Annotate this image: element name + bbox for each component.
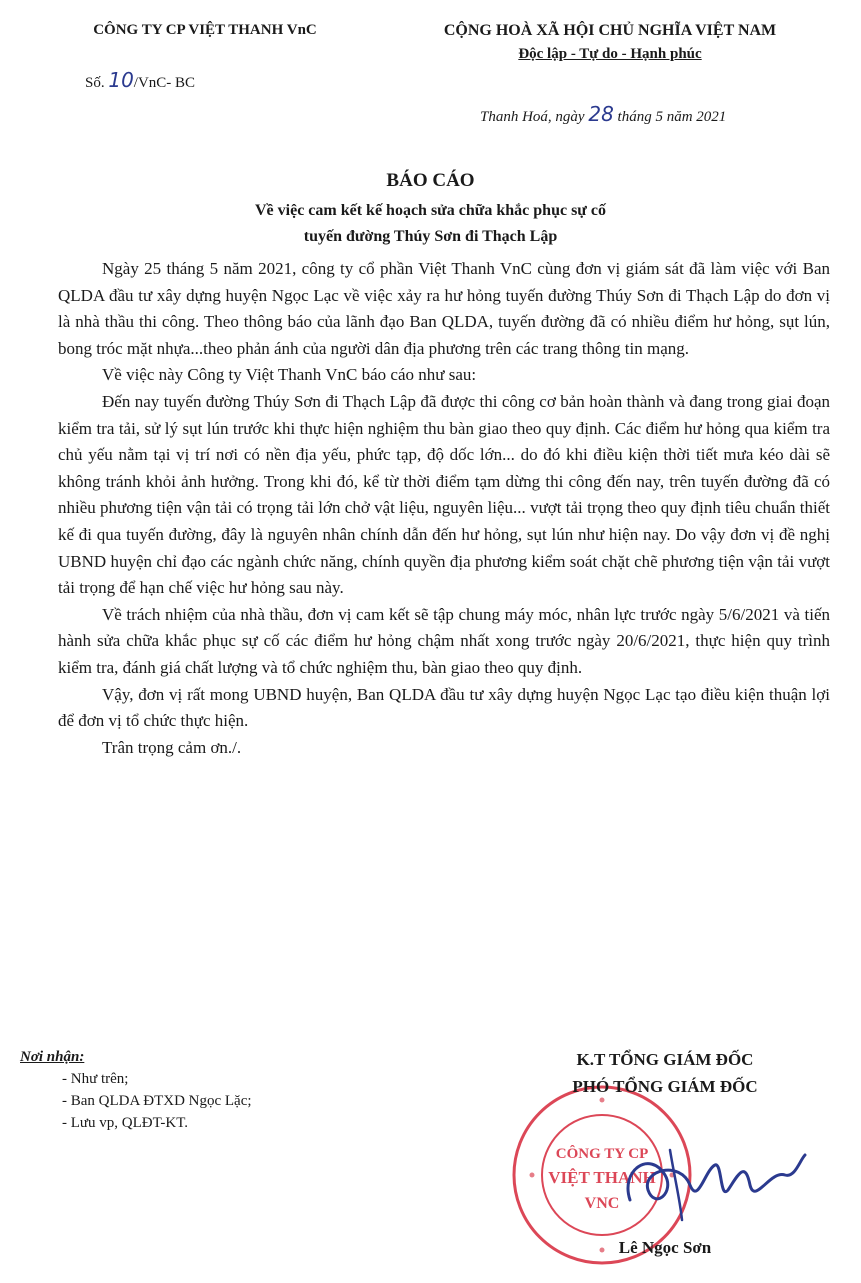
date-prefix: Thanh Hoá, ngày bbox=[480, 109, 585, 125]
document-number-suffix: /VnC- BC bbox=[133, 75, 196, 91]
paragraph-1: Ngày 25 tháng 5 năm 2021, công ty cổ phần Việt Thanh VnC cùng đơn vị giám sát đã làm việc với Ban QLDA đầu tư xây dựng huyện Ngọc Lạc về việc xảy ra hư hỏng tuyến đường Thúy Sơn đi Thạch Lập do đơn vị là nhà thầu thi công. Theo thông báo của lãnh đạo Ban QLDA, tuyến đường đã có nhiều điểm hư hỏng, sụt lún, bong tróc mặt nhựa...theo phản ánh của người dân địa phương trên các trang thông tin mạng. bbox=[58, 259, 830, 358]
report-body bbox=[58, 256, 830, 761]
subject-line-2: tuyến đường Thúy Sơn đi Thạch Lập bbox=[303, 228, 558, 245]
signer-name: Lê Ngọc Sơn bbox=[618, 1238, 712, 1257]
signature-title-line-2: PHÓ TỔNG GIÁM ĐỐC bbox=[572, 1077, 758, 1096]
handwritten-signature bbox=[610, 1130, 810, 1230]
recipient-item: - Ban QLDA ĐTXD Ngọc Lặc; bbox=[62, 1093, 252, 1109]
recipients-block bbox=[20, 1046, 420, 1134]
recipients-heading: Nơi nhận: bbox=[20, 1049, 85, 1065]
recipient-item: - Như trên; bbox=[62, 1071, 129, 1087]
date-day-handwritten: 28 bbox=[588, 102, 614, 126]
date-suffix: tháng 5 năm 2021 bbox=[617, 109, 727, 125]
paragraph-3: Đến nay tuyến đường Thúy Sơn đi Thạch Lập đã được thi công cơ bản hoàn thành và đang trong giai đoạn kiểm tra tải, sử lý sụt lún trước khi thực hiện nghiệm thu bàn giao theo quy định. Các điểm hư hỏng qua kiểm tra chủ yếu nằm tại vị trí nơi có nền địa yếu, phức tạp, độ dốc lớn... do đó khi điều kiện thời tiết mưa kéo dài sẽ không tránh khỏi ảnh hưởng. Trong khi đó, kể từ thời điểm tạm dừng thi công đến nay, trên tuyến đường đã có nhiều phương tiện vận tải có trọng tải lớn chở vật liệu, nguyên liệu... vượt tải trọng theo quy định tiêu chuẩn thiết kế đi qua tuyến đường, đây là nguyên nhân chính dẫn đến hư hỏng, sụt lún như hiện nay. Do vậy đơn vị đề nghị UBND huyện chỉ đạo các ngành chức năng, chính quyền địa phương kiểm soát chặt chẽ phương tiện vận tải vượt tải trọng để hạn chế việc hư hỏng sau này. bbox=[58, 391, 830, 598]
document-type-title: BÁO CÁO bbox=[386, 170, 475, 191]
stamp-text-1: CÔNG TY CP bbox=[555, 1146, 649, 1162]
document-subject bbox=[0, 198, 861, 250]
national-motto: Độc lập - Tự do - Hạnh phúc bbox=[518, 46, 702, 62]
recipient-item: - Lưu vp, QLĐT-KT. bbox=[62, 1115, 189, 1131]
document-number bbox=[85, 68, 195, 92]
paragraph-5: Vậy, đơn vị rất mong UBND huyện, Ban QLDA đầu tư xây dựng huyện Ngọc Lạc tạo điều kiện thuận lợi để đơn vị tổ chức thực hiện. bbox=[58, 684, 830, 731]
subject-line-1: Về việc cam kết kế hoạch sửa chữa khắc phục sự cố bbox=[254, 202, 606, 219]
signature-title bbox=[500, 1046, 830, 1100]
stamp-text-2: VIỆT THANH bbox=[548, 1168, 656, 1187]
document-number-prefix: Số. bbox=[85, 75, 105, 91]
stamp-text-3: VNC bbox=[584, 1195, 620, 1212]
paragraph-6: Trân trọng cảm ơn./. bbox=[102, 737, 242, 757]
paragraph-2: Về việc này Công ty Việt Thanh VnC báo cáo như sau: bbox=[102, 365, 477, 385]
place-date bbox=[480, 102, 825, 126]
national-title: CỘNG HOÀ XÃ HỘI CHỦ NGHĨA VIỆT NAM bbox=[443, 22, 777, 39]
paragraph-4: Về trách nhiệm của nhà thầu, đơn vị cam kết sẽ tập chung máy móc, nhân lực trước ngày 5/6/2021 và tiến hành sửa chữa khắc phục sự cố các điểm hư hỏng chậm nhất xong trước ngày 20/6/2021, thực hiện quy trình kiểm tra, đánh giá chất lượng và tổ chức nghiệm thu, bàn giao theo quy định. bbox=[58, 604, 830, 677]
company-name: CÔNG TY CP VIỆT THANH VnC bbox=[93, 22, 317, 38]
document-number-handwritten: 10 bbox=[108, 68, 134, 92]
signature-title-line-1: K.T TỔNG GIÁM ĐỐC bbox=[576, 1050, 754, 1069]
